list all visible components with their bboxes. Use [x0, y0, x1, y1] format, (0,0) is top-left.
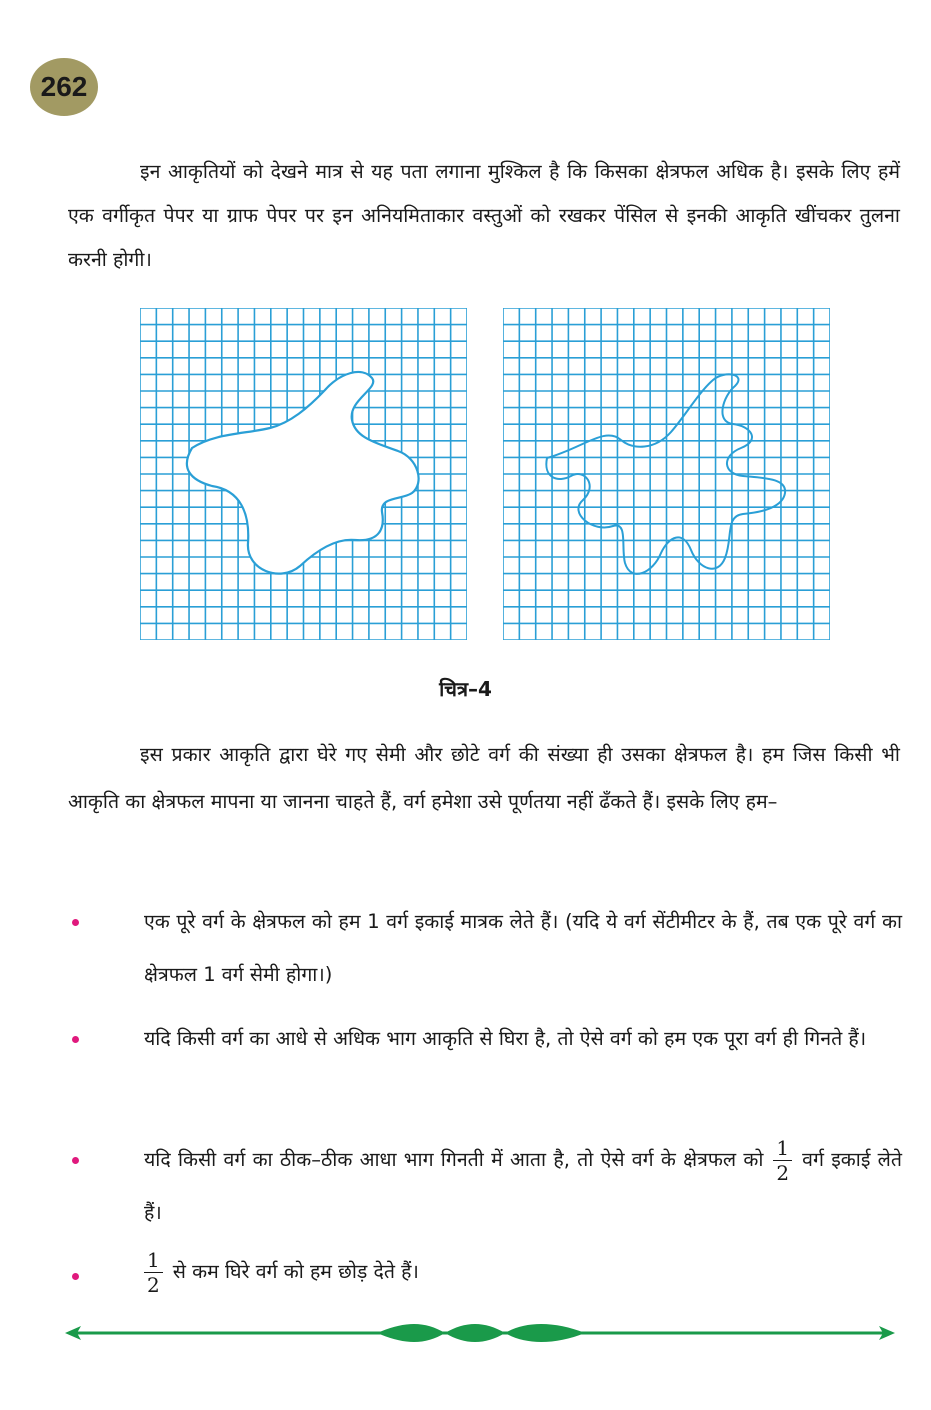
divider-ornament-icon — [377, 1324, 585, 1342]
grid-figure-right — [503, 308, 830, 640]
bullet-text-after: वर्ग इकाई लेते हैं। — [144, 1148, 903, 1224]
bullet-text-after: से कम घिरे वर्ग को हम छोड़ देते हैं। — [172, 1260, 419, 1283]
bullet-dot-icon — [72, 1036, 79, 1043]
bullet-item-2 — [72, 1012, 902, 1065]
fraction-half — [144, 1248, 163, 1297]
fraction-half — [773, 1136, 792, 1185]
decorative-divider — [65, 1322, 895, 1344]
bullet-text-before: यदि किसी वर्ग का ठीक–ठीक आधा भाग गिनती में आता है, तो ऐसे वर्ग के क्षेत्रफल को — [144, 1148, 764, 1171]
bullet-dot-icon — [72, 1157, 79, 1164]
fraction-denominator: 2 — [776, 1161, 790, 1185]
figure-caption: चित्र–4 — [439, 677, 492, 701]
page-number-badge: 262 — [30, 58, 98, 116]
bullet-dot-icon — [72, 1273, 79, 1280]
bullet-item-4 — [72, 1245, 902, 1298]
bullet-text: एक पूरे वर्ग के क्षेत्रफल को हम 1 वर्ग इकाई मात्रक लेते हैं। (यदि ये वर्ग सेंटीमीटर के हैं, तब एक पूरे वर्ग का क्षेत्रफल 1 वर्ग सेमी होगा।) — [144, 910, 902, 986]
bullet-text — [144, 1133, 902, 1239]
bullet-dot-icon — [72, 919, 79, 926]
fraction-numerator: 1 — [773, 1136, 792, 1161]
paragraph-intro: इन आकृतियों को देखने मात्र से यह पता लगाना मुश्किल है कि किसका क्षेत्रफल अधिक है। इसके लिए हमें एक वर्गीकृत पेपर या ग्राफ पेपर पर इन अनियमिताकार वस्तुओं को रखकर पेंसिल से इनकी आकृति खींचकर तुलना करनी होगी। — [68, 160, 900, 271]
fraction-numerator: 1 — [144, 1248, 163, 1273]
figure-4 — [140, 308, 830, 640]
fraction-denominator: 2 — [147, 1273, 160, 1297]
bullet-item-1 — [72, 895, 902, 1001]
paragraph-explanation: इस प्रकार आकृति द्वारा घेरे गए सेमी और छोटे वर्ग की संख्या ही उसका क्षेत्रफल है। हम जिस किसी भी आकृति का क्षेत्रफल मापना या जानना चाहते हैं, वर्ग हमेशा उसे पूर्णतया नहीं ढँकते हैं। इसके लिए हम– — [68, 743, 900, 813]
bullet-text: यदि किसी वर्ग का आधे से अधिक भाग आकृति से घिरा है, तो ऐसे वर्ग को हम एक पूरा वर्ग ही गिनते हैं। — [144, 1027, 867, 1050]
bullet-item-3 — [72, 1133, 902, 1239]
grid-figure-left — [140, 308, 467, 640]
bullet-text — [144, 1245, 902, 1298]
